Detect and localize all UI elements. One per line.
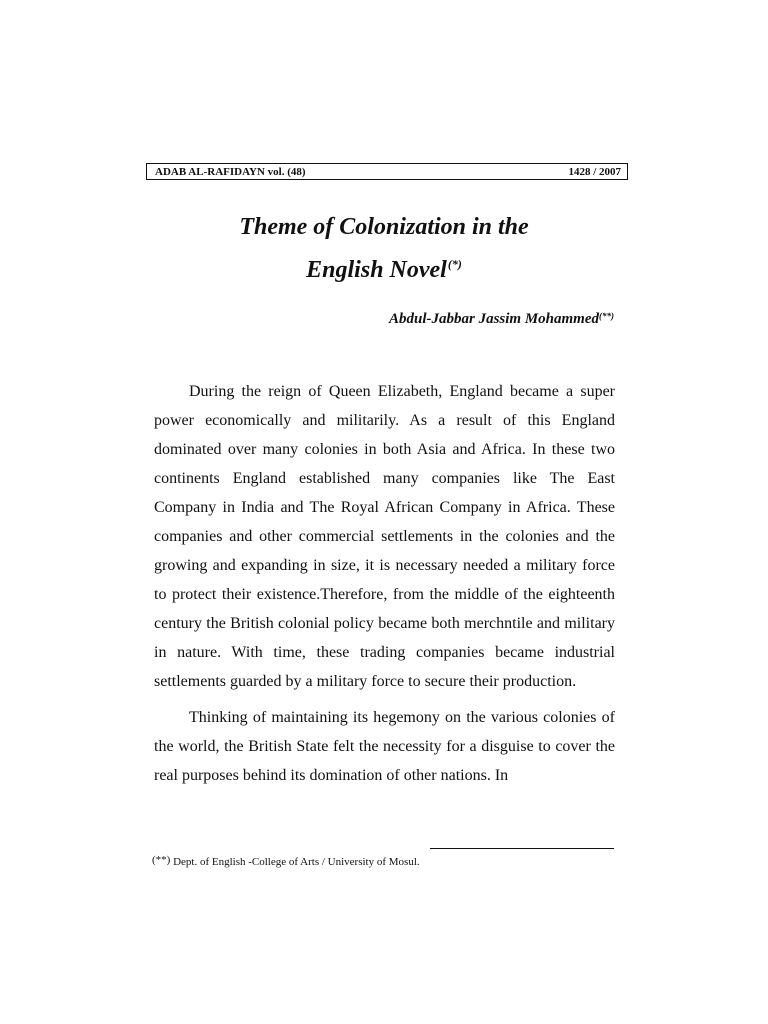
article-title-line-1 xyxy=(0,213,768,241)
title-footnote-mark: (*) xyxy=(447,257,462,271)
footnote-divider xyxy=(430,848,614,849)
footnote-text: Dept. of English -College of Arts / University of Mosul. xyxy=(170,856,420,868)
article-body xyxy=(154,377,615,790)
footnote-mark: (**) xyxy=(152,854,171,866)
footnote xyxy=(152,854,420,870)
title-text-1: Theme of Colonization in the xyxy=(239,214,529,240)
paragraph-1: During the reign of Queen Elizabeth, England became a super power economically and militarily. As a result of this England dominated over many colonies in both Asia and Africa. In these two continents England established many companies like The East Company in India and The Royal African Company in Africa. These companies and other commercial settlements in the colonies and the growing and expanding in size, it is necessary needed a military force to protect their existence.Therefore, from the middle of the eighteenth century the British colonial policy became both merchntile and military in nature. With time, these trading companies became industrial settlements guarded by a military force to secure their production. xyxy=(154,383,615,690)
article-title-line-2 xyxy=(0,256,768,284)
author-footnote-mark: (**) xyxy=(599,311,614,321)
author-byline xyxy=(389,309,614,329)
journal-name: ADAB AL-RAFIDAYN vol. (48) xyxy=(155,165,306,178)
journal-year: 1428 / 2007 xyxy=(568,165,621,178)
running-header xyxy=(146,163,628,180)
title-text-2: English Novel xyxy=(306,257,447,283)
author-name: Abdul-Jabbar Jassim Mohammed xyxy=(388,311,599,327)
paragraph-2: Thinking of maintaining its hegemony on the various colonies of the world, the British State felt the necessity for a disguise to cover the real purposes behind its domination of other nations. In xyxy=(154,709,615,784)
